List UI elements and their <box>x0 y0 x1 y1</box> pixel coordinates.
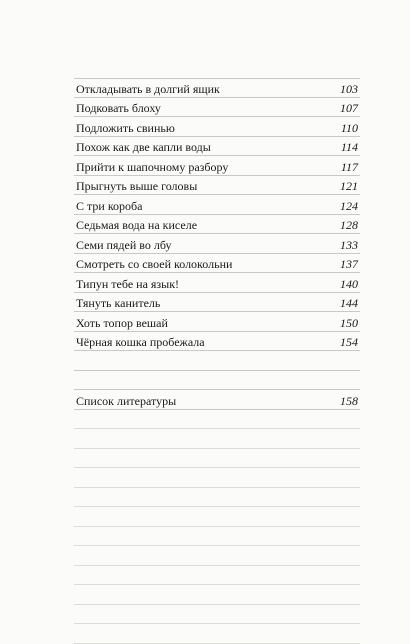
blank-ruled-line <box>74 546 360 566</box>
toc-entry[interactable] <box>74 254 360 274</box>
toc-entry[interactable] <box>74 273 360 293</box>
toc-entry-title: Похож как две капли воды <box>76 140 211 154</box>
blank-ruled-line <box>74 566 360 586</box>
blank-ruled-line <box>74 351 360 371</box>
toc-entry[interactable] <box>74 176 360 196</box>
toc-entry[interactable] <box>74 156 360 176</box>
toc-entry[interactable] <box>74 312 360 332</box>
toc-entry-page: 133 <box>340 237 358 252</box>
blank-ruled-line <box>74 527 360 547</box>
blank-ruled-line <box>74 585 360 605</box>
toc-entry-page: 140 <box>340 276 358 291</box>
toc-entry-bibliography[interactable] <box>74 390 360 410</box>
toc-entry[interactable] <box>74 234 360 254</box>
toc-entry-page: 124 <box>340 198 358 213</box>
toc-entry-title: Смотреть со своей колокольни <box>76 257 233 271</box>
toc-entry[interactable] <box>74 137 360 157</box>
blank-ruled-lines <box>74 410 360 644</box>
table-of-contents <box>74 78 360 644</box>
toc-entry[interactable] <box>74 293 360 313</box>
toc-entry-page: 158 <box>340 393 358 408</box>
toc-entry-page: 137 <box>340 257 358 271</box>
toc-entry[interactable] <box>74 195 360 215</box>
toc-entry-page: 114 <box>340 140 358 154</box>
toc-entry-title: Подложить свинью <box>76 120 175 135</box>
toc-entry[interactable] <box>74 215 360 235</box>
blank-ruled-line <box>74 449 360 469</box>
toc-entry-title: Прыгнуть выше головы <box>76 179 198 193</box>
toc-entry-title: Тянуть канитель <box>76 296 161 310</box>
toc-entry-page: 103 <box>340 81 358 96</box>
toc-entry-page: 150 <box>340 315 358 330</box>
blank-ruled-line <box>74 605 360 625</box>
blank-ruled-line <box>74 507 360 527</box>
toc-entry[interactable] <box>74 78 360 98</box>
toc-entry-title: Прийти к шапочному разбору <box>76 159 229 174</box>
toc-entry-page: 110 <box>340 120 358 135</box>
blank-ruled-line <box>74 624 360 644</box>
toc-entry-title: Семи пядей во лбу <box>76 237 172 252</box>
toc-entry[interactable] <box>74 117 360 137</box>
blank-ruled-line <box>74 410 360 430</box>
toc-entry-title: Чёрная кошка пробежала <box>76 335 205 349</box>
toc-entry[interactable] <box>74 98 360 118</box>
toc-entry-title: Типун тебе на язык! <box>76 276 180 291</box>
blank-ruled-line <box>74 488 360 508</box>
toc-entry[interactable] <box>74 332 360 352</box>
toc-entry-title: Хоть топор вешай <box>76 315 168 330</box>
toc-entry-title: С три короба <box>76 198 143 213</box>
toc-entry-page: 107 <box>340 101 358 115</box>
toc-entry-page: 121 <box>340 179 358 193</box>
blank-ruled-line <box>74 429 360 449</box>
toc-entry-title: Откладывать в долгий ящик <box>76 81 220 96</box>
toc-entry-page: 117 <box>340 159 358 174</box>
toc-entry-title: Седьмая вода на киселе <box>76 218 198 232</box>
toc-entry-page: 154 <box>340 335 358 349</box>
blank-ruled-line <box>74 371 360 391</box>
toc-entry-page: 128 <box>340 218 358 232</box>
toc-entry-title: Список литературы <box>76 393 177 408</box>
blank-ruled-line <box>74 468 360 488</box>
toc-entry-page: 144 <box>340 296 358 310</box>
toc-entry-title: Подковать блоху <box>76 101 161 115</box>
